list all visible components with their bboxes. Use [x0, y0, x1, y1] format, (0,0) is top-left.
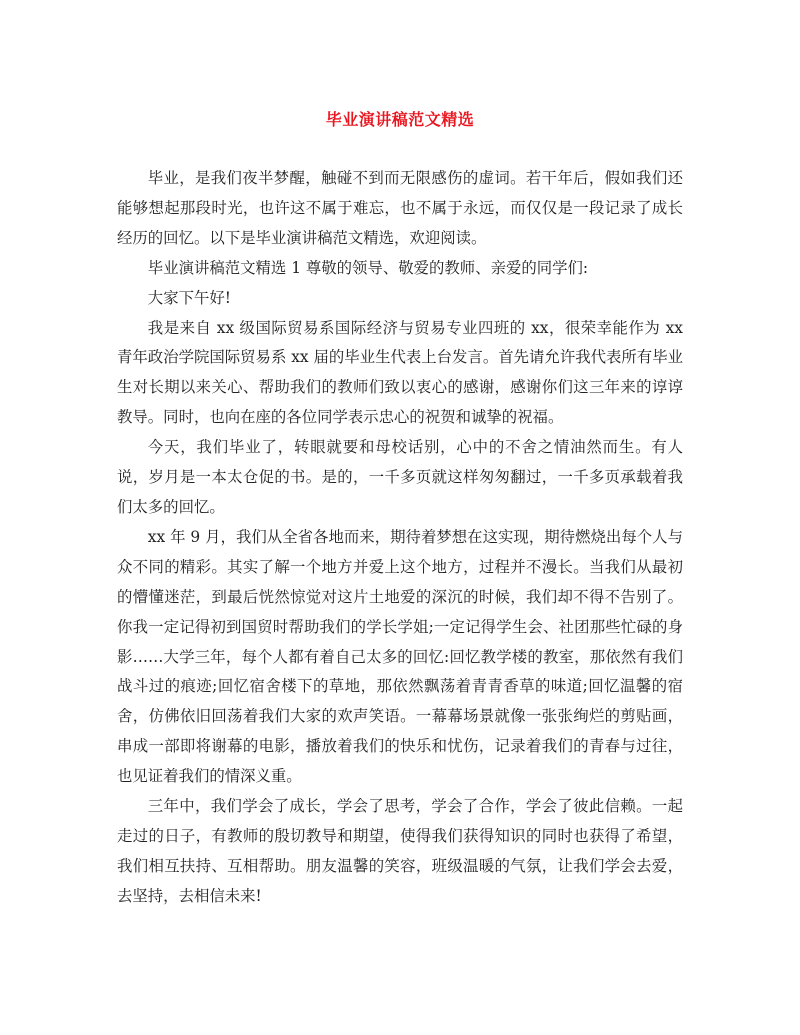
paragraph-self-introduction: 我是来自 xx 级国际贸易系国际经济与贸易专业四班的 xx，很荣幸能作为 xx 青年政治学院国际贸易系 xx 届的毕业生代表上台发言。首先请允许我代表所有毕业生对长期以来关心、帮助我们的教师们致以衷心的感谢，感谢你们这三年来的谆谆教导。同时，也向在座的各位同学表示忠心的祝贺和诚挚的祝福。 — [117, 318, 683, 427]
paragraph-memories: xx 年 9 月，我们从全省各地而来，期待着梦想在这实现，期待燃烧出每个人与众不同的精彩。其实了解一个地方并爱上这个地方，过程并不漫长。当我们从最初的懵懂迷茫，到最后恍然惊觉对这片土地爱的深沉的时候，我们却不得不告别了。你我一定记得初到国贸时帮助我们的学长学姐;一定记得学生会、社团那些忙碌的身影……大学三年，每个人都有着自己太多的回忆:回忆教学楼的教室，那依然有我们战斗过的痕迹;回忆宿舍楼下的草地，那依然飘荡着青青香草的味道;回忆温馨的宿舍，仿佛依旧回荡着我们大家的欢声笑语。一幕幕场景就像一张张绚烂的剪贴画，串成一部即将谢幕的电影，播放着我们的快乐和忧伤，记录着我们的青春与过往，也见证着我们的情深义重。 — [117, 527, 683, 786]
paragraph-intro: 毕业，是我们夜半梦醒，触碰不到而无限感伤的虚词。若干年后，假如我们还能够想起那段时光，也许这不属于难忘，也不属于永远，而仅仅是一段记录了成长经历的回忆。以下是毕业演讲稿范文精选，欢迎阅读。 — [117, 169, 683, 247]
document-title: 毕业演讲稿范文精选 — [325, 110, 475, 129]
paragraph-growth: 三年中，我们学会了成长，学会了思考，学会了合作，学会了彼此信赖。一起走过的日子，有教师的殷切教导和期望，使得我们获得知识的同时也获得了希望，我们相互扶持、互相帮助。朋友温馨的笑容，班级温暖的气氛，让我们学会去爱，去坚持，去相信未来! — [117, 797, 683, 905]
paragraph-farewell: 今天，我们毕业了，转眼就要和母校话别，心中的不舍之情油然而生。有人说，岁月是一本太仓促的书。是的，一千多页就这样匆匆翻过，一千多页承载着我们太多的回忆。 — [117, 438, 683, 516]
paragraph-salutation: 毕业演讲稿范文精选 1 尊敬的领导、敬爱的教师、亲爱的同学们: — [147, 258, 589, 277]
paragraph-greeting: 大家下午好! — [147, 288, 231, 307]
document-body — [117, 164, 683, 912]
